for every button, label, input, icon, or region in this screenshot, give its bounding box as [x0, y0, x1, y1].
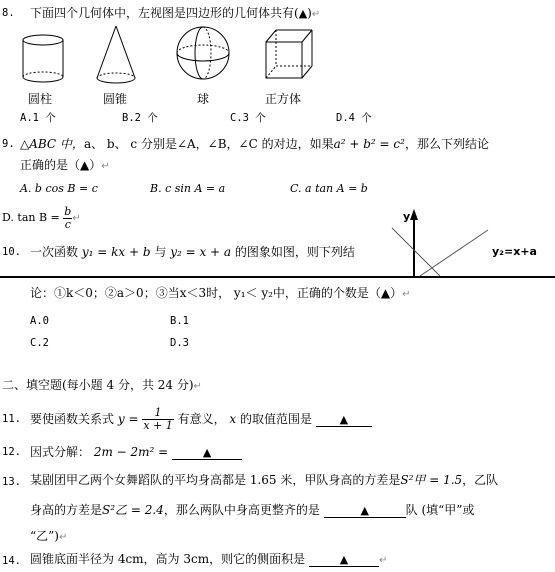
- q8-text: 下面四个几何体中，左视图是四边形的几何体共有(: [30, 6, 299, 20]
- return-mark: ↵: [311, 9, 321, 20]
- q13-text-f: “乙”): [30, 529, 59, 543]
- section-2-heading: [2, 377, 202, 395]
- return-mark: ↵: [101, 161, 110, 172]
- shape-label-cylinder: 圆柱: [28, 92, 53, 106]
- q13-number: 13.: [2, 476, 21, 488]
- q9-option-a: A. b cos B = c: [20, 182, 98, 195]
- q11-fraction: [142, 407, 173, 432]
- q12-expression: 2m − 2m² =: [93, 445, 169, 459]
- q11-stem: [30, 402, 372, 436]
- q13-line3: [30, 528, 67, 546]
- return-mark: ↵: [193, 381, 202, 392]
- q10-stem-line2: [30, 285, 411, 303]
- fraction-numerator: b: [64, 204, 72, 218]
- q10-option-c: C.2: [30, 337, 49, 349]
- q9-text-a: △ABC 中，: [20, 137, 84, 151]
- q10-y1: y₁ = kx + b: [81, 245, 151, 259]
- answer-blank: ▲: [309, 554, 379, 567]
- q11-x: x: [229, 412, 237, 426]
- graph-line-y2: [420, 230, 488, 276]
- q12-text: 因式分解：: [30, 445, 91, 459]
- section-2-text: 二、填空题(每小题 4 分，共 24 分): [2, 378, 194, 392]
- q10-text-a: 一次函数: [30, 245, 79, 259]
- answer-blank: ▲: [324, 505, 406, 518]
- q13-text-d: ，那么两队中身高更整齐的是: [163, 503, 320, 517]
- graph-line-y1: [392, 228, 440, 276]
- answer-blank: ▲: [172, 447, 242, 460]
- q9-text-b: a、 b、 c 分别是∠A，∠B，∠C 的对边，如果: [83, 137, 334, 151]
- shape-label-cube: 正方体: [265, 92, 302, 106]
- page-divider: [0, 276, 555, 278]
- q8-number: 8.: [2, 7, 15, 19]
- q12-stem: [30, 444, 242, 460]
- q13-text-b: ，乙队: [462, 473, 499, 487]
- q10-text-line2: 论：①k＜0；②a＞0；③当x＜3时， y₁＜ y₂中，正确的个数是（▲）: [30, 286, 403, 300]
- fraction-denominator: x + 1: [143, 419, 173, 432]
- q9-option-d-prefix: D. tan B =: [2, 211, 60, 224]
- q11-text-a: 要使函数关系式: [30, 412, 115, 426]
- q10-text-c: 的图象如图，则下列结: [234, 245, 355, 259]
- fraction-denominator: c: [64, 217, 71, 231]
- return-mark: ↵: [378, 555, 388, 566]
- answer-triangle: ▲: [298, 7, 308, 20]
- q10-option-b: B.1: [170, 315, 189, 327]
- q11-y: y =: [117, 412, 139, 426]
- q13-variance-a: S²甲 = 1.5: [400, 473, 463, 487]
- shape-label-sphere: 球: [197, 92, 210, 106]
- q8-option-c: C.3 个: [230, 112, 266, 124]
- answer-blank: ▲: [316, 414, 372, 427]
- q13-variance-b: S²乙 = 2.4: [102, 503, 164, 517]
- q10-y2: y₂ = x + a: [170, 245, 232, 259]
- return-mark: ↵: [72, 213, 81, 224]
- q14-number: 14.: [2, 555, 21, 567]
- q12-number: 12.: [2, 446, 21, 458]
- q8-option-a: A.1 个: [20, 112, 56, 124]
- q9-text-c: ，那么下列结论: [404, 137, 489, 151]
- q8-option-d: D.4 个: [336, 112, 372, 124]
- graph-y-arrow: [410, 209, 418, 220]
- fraction-numerator: 1: [142, 407, 173, 420]
- shape-label-cone: 圆锥: [103, 92, 128, 106]
- graph-y2-label: y₂=x+a: [492, 245, 537, 258]
- q8-close: ): [307, 6, 312, 20]
- q13-text-e: 队 (填“甲”或: [405, 503, 475, 517]
- q13-text-a: 某剧团甲乙两个女舞蹈队的平均身高都是 1.65 米，甲队身高的方差是: [30, 473, 401, 487]
- q11-text-c: 的取值范围是: [240, 412, 313, 426]
- q11-number: 11.: [2, 413, 21, 425]
- q13-text-c: 身高的方差是: [30, 503, 103, 517]
- q9-number: 9.: [2, 138, 15, 150]
- q13-line2: [30, 502, 474, 518]
- q14-stem: [30, 551, 387, 569]
- q10-text-b: 与: [154, 245, 167, 259]
- q10-option-a: A.0: [30, 315, 49, 327]
- q9-text-line2: 正确的是（▲）: [20, 158, 102, 172]
- q8-option-b: B.2 个: [122, 112, 158, 124]
- q11-text-b: 有意义，: [177, 412, 226, 426]
- graph-y-label: y: [403, 210, 411, 223]
- q9-option-c: C. a tan A = b: [290, 182, 368, 195]
- q13-line1: [30, 472, 498, 488]
- q9-option-b: B. c sin A = a: [150, 182, 226, 195]
- return-mark: ↵: [58, 532, 68, 543]
- q14-text: 圆锥底面半径为 4cm，高为 3cm，则它的侧面积是: [30, 552, 306, 566]
- q9-equation: a² + b² = c²: [333, 137, 405, 151]
- q10-option-d: D.3: [170, 337, 189, 349]
- q10-number: 10.: [2, 246, 21, 258]
- return-mark: ↵: [402, 289, 411, 300]
